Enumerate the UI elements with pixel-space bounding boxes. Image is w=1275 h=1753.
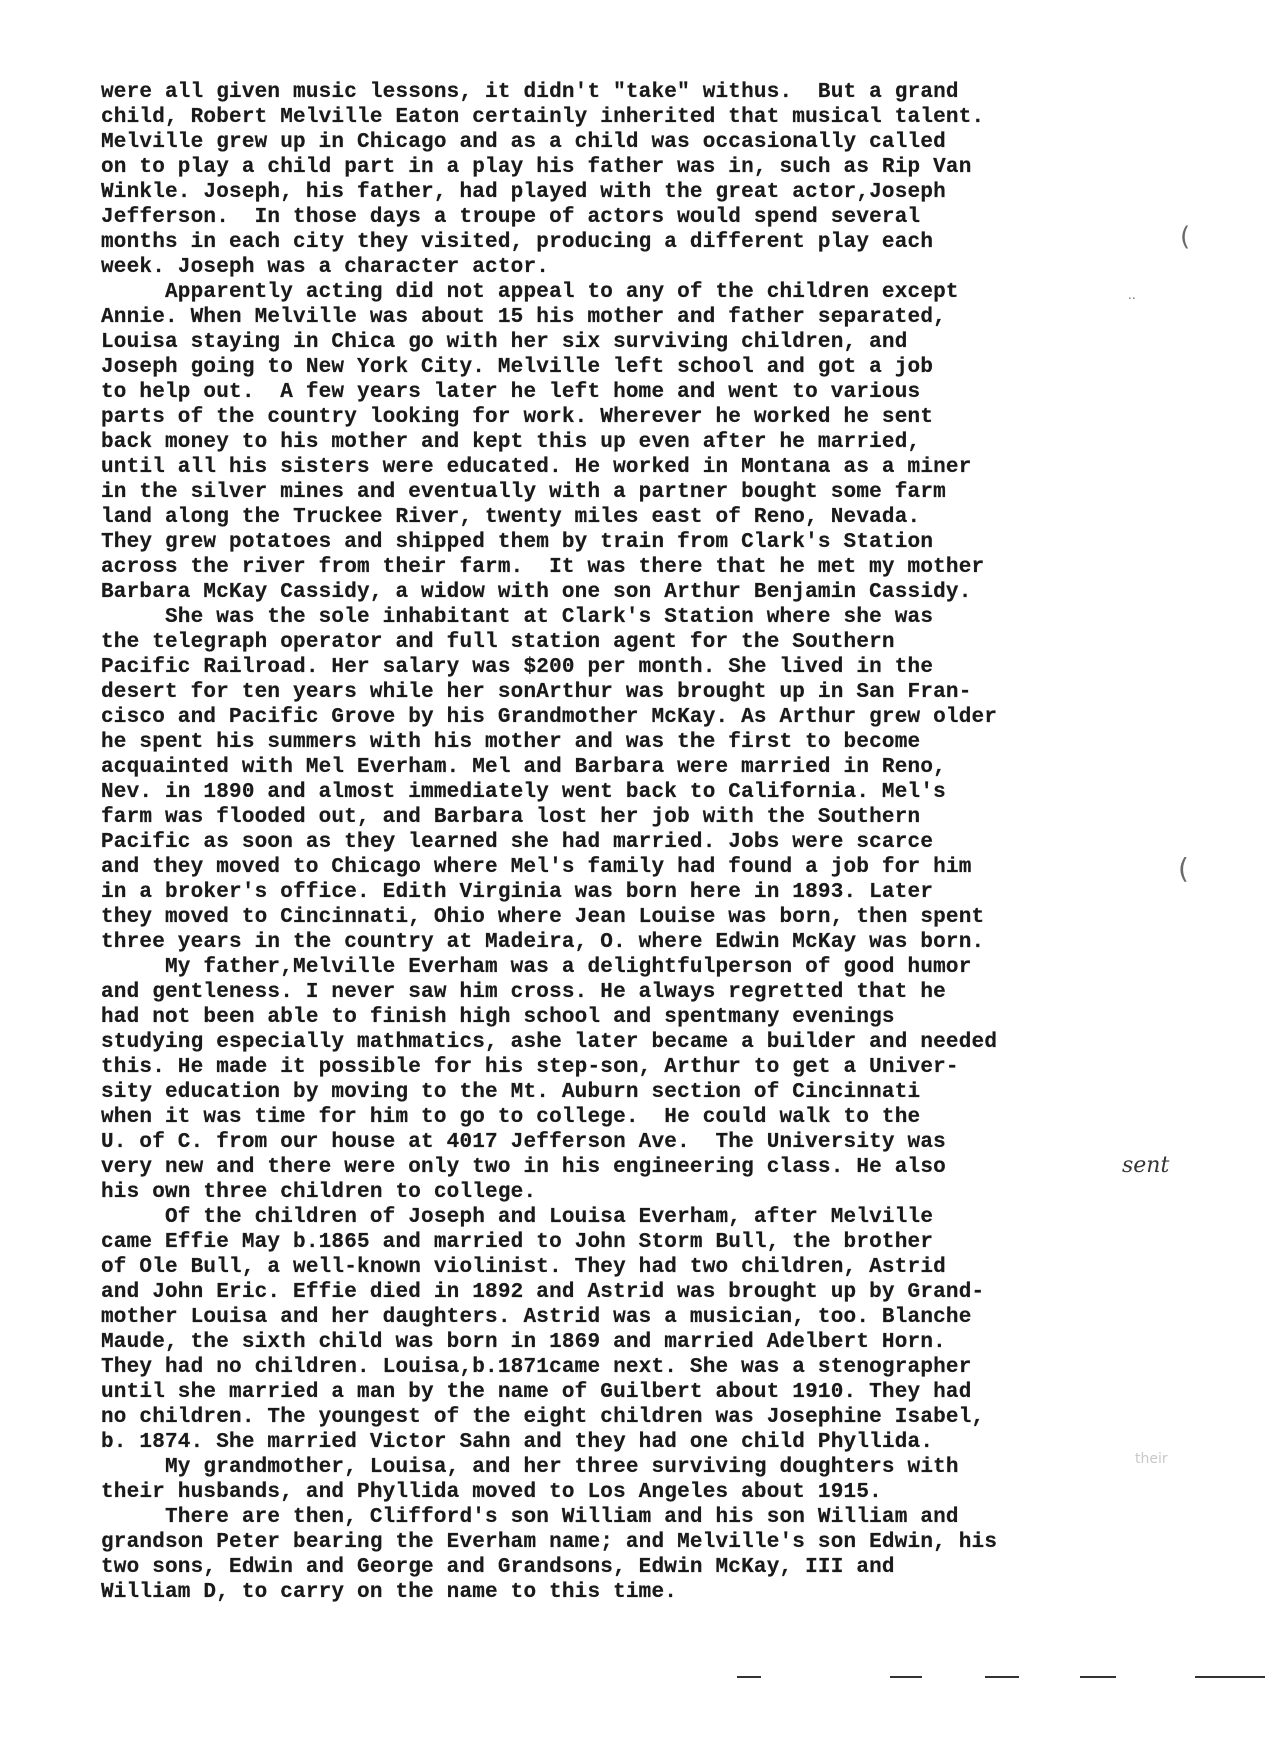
text-line: grandson Peter bearing the Everham name; and Melville's son Edwin, his [101, 1531, 998, 1554]
margin-mark-top-right: ( [1180, 222, 1191, 252]
text-line: They had no children. Louisa,b.1871came next. She was a stenographer [101, 1356, 972, 1379]
scan-mark-3 [985, 1676, 1019, 1678]
margin-fragment-except: .. [1128, 288, 1136, 302]
text-line: There are then, Clifford's son William and his son William and [101, 1506, 959, 1529]
text-line: three years in the country at Madeira, O. where Edwin McKay was born. [101, 931, 985, 954]
text-line: until she married a man by the name of Guilbert about 1910. They had [101, 1381, 972, 1404]
text-line: Apparently acting did not appeal to any of the children except [101, 281, 959, 304]
text-line: this. He made it possible for his step-son, Arthur to get a Univer- [101, 1056, 959, 1079]
text-line: and gentleness. I never saw him cross. He always regretted that he [101, 981, 946, 1004]
text-line: She was the sole inhabitant at Clark's Station where she was [101, 606, 934, 629]
text-line: had not been able to finish high school and spentmany evenings [101, 1006, 895, 1029]
text-line: parts of the country looking for work. Wherever he worked he sent [101, 406, 934, 429]
text-line: U. of C. from our house at 4017 Jefferson Ave. The University was [101, 1131, 946, 1154]
text-line: Barbara McKay Cassidy, a widow with one son Arthur Benjamin Cassidy. [101, 581, 972, 604]
text-line: their husbands, and Phyllida moved to Los Angeles about 1915. [101, 1481, 882, 1504]
text-line: land along the Truckee River, twenty miles east of Reno, Nevada. [101, 506, 921, 529]
text-line: and they moved to Chicago where Mel's family had found a job for him [101, 856, 972, 879]
text-line: Pacific Railroad. Her salary was $200 per month. She lived in the [101, 656, 934, 679]
text-line: Louisa staying in Chica go with her six surviving children, and [101, 331, 908, 354]
text-line: acquainted with Mel Everham. Mel and Barbara were married in Reno, [101, 756, 946, 779]
scan-mark-4 [1080, 1676, 1116, 1678]
text-line: mother Louisa and her daughters. Astrid was a musician, too. Blanche [101, 1306, 972, 1329]
text-line: on to play a child part in a play his father was in, such as Rip Van [101, 156, 972, 179]
text-line: My grandmother, Louisa, and her three surviving doughters with [101, 1456, 959, 1479]
text-line: Melville grew up in Chicago and as a child was occasionally called [101, 131, 946, 154]
text-line: to help out. A few years later he left home and went to various [101, 381, 921, 404]
text-line: until all his sisters were educated. He worked in Montana as a miner [101, 456, 972, 479]
handwritten-sent-note: sent [1122, 1153, 1170, 1178]
text-line: farm was flooded out, and Barbara lost her job with the Southern [101, 806, 921, 829]
text-line: he spent his summers with his mother and was the first to become [101, 731, 921, 754]
margin-fragment-their: their [1135, 1451, 1168, 1467]
text-line: Joseph going to New York City. Melville left school and got a job [101, 356, 934, 379]
text-line: of Ole Bull, a well-known violinist. They had two children, Astrid [101, 1256, 946, 1279]
text-line: they moved to Cincinnati, Ohio where Jean Louise was born, then spent [101, 906, 985, 929]
memoir-text-body [101, 80, 1191, 1605]
text-line: very new and there were only two in his engineering class. He also [101, 1156, 946, 1179]
scan-mark-5 [1195, 1676, 1265, 1678]
text-line: They grew potatoes and shipped them by train from Clark's Station [101, 531, 934, 554]
text-line: Maude, the sixth child was born in 1869 and married Adelbert Horn. [101, 1331, 946, 1354]
text-line: Annie. When Melville was about 15 his mother and father separated, [101, 306, 946, 329]
text-line: week. Joseph was a character actor. [101, 256, 550, 279]
text-line: when it was time for him to go to college. He could walk to the [101, 1106, 921, 1129]
text-line: and John Eric. Effie died in 1892 and Astrid was brought up by Grand- [101, 1281, 985, 1304]
text-line: his own three children to college. [101, 1181, 537, 1204]
text-line: Nev. in 1890 and almost immediately went back to California. Mel's [101, 781, 946, 804]
text-line: child, Robert Melville Eaton certainly inherited that musical talent. [101, 106, 985, 129]
text-line: came Effie May b.1865 and married to John Storm Bull, the brother [101, 1231, 934, 1254]
scan-mark-2 [890, 1676, 922, 1678]
text-line: Of the children of Joseph and Louisa Everham, after Melville [101, 1206, 934, 1229]
text-line: b. 1874. She married Victor Sahn and they had one child Phyllida. [101, 1431, 934, 1454]
text-line: Jefferson. In those days a troupe of actors would spend several [101, 206, 921, 229]
scan-mark-1 [737, 1676, 761, 1678]
text-line: in the silver mines and eventually with a partner bought some farm [101, 481, 946, 504]
text-line: My father,Melville Everham was a delightfulperson of good humor [101, 956, 972, 979]
text-line: desert for ten years while her sonArthur was brought up in San Fran- [101, 681, 972, 704]
text-line: no children. The youngest of the eight children was Josephine Isabel, [101, 1406, 985, 1429]
text-line: were all given music lessons, it didn't "take" withus. But a grand [101, 81, 959, 104]
text-line: cisco and Pacific Grove by his Grandmother McKay. As Arthur grew older [101, 706, 998, 729]
text-line: sity education by moving to the Mt. Auburn section of Cincinnati [101, 1081, 921, 1104]
margin-mark-right: ( [1178, 852, 1189, 885]
text-line: Pacific as soon as they learned she had married. Jobs were scarce [101, 831, 934, 854]
text-line: months in each city they visited, producing a different play each [101, 231, 934, 254]
text-line: across the river from their farm. It was there that he met my mother [101, 556, 985, 579]
text-line: the telegraph operator and full station agent for the Southern [101, 631, 895, 654]
text-line: back money to his mother and kept this up even after he married, [101, 431, 921, 454]
text-line: two sons, Edwin and George and Grandsons, Edwin McKay, III and [101, 1556, 895, 1579]
text-line: Winkle. Joseph, his father, had played with the great actor,Joseph [101, 181, 946, 204]
text-line: studying especially mathmatics, ashe later became a builder and needed [101, 1031, 998, 1054]
text-line: in a broker's office. Edith Virginia was born here in 1893. Later [101, 881, 934, 904]
text-line: William D, to carry on the name to this time. [101, 1581, 678, 1604]
